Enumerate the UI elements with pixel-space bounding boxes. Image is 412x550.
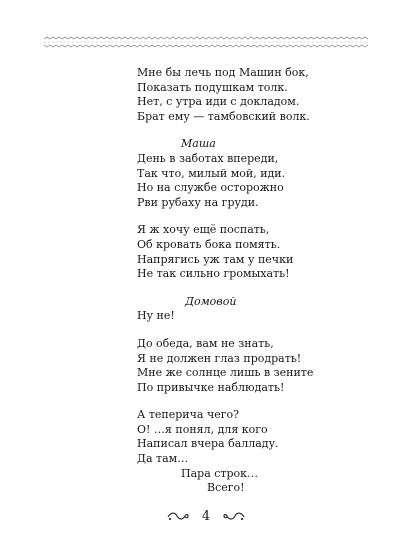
poem-line: Не так сильно громыхать! [137,267,290,281]
poem-line: Я ж хочу ещё поспать, [137,223,270,237]
poem-line: Всего! [207,481,245,495]
stanza-4 [137,309,377,324]
poem-line: Ну не! [137,309,175,323]
speaker-name-masha: Маша [181,137,216,151]
poem-line: Да там… [137,452,189,466]
page-footer [0,506,412,526]
stanza-2 [137,152,377,210]
poem-line: Так что, милый мой, иди. [137,166,286,180]
poem-line: Рви рубаху на груди. [137,195,259,209]
poem-text [137,66,377,496]
poem-line: А теперича чего? [137,408,240,422]
flourish-right-icon [223,507,245,526]
poem-line: Пара строк… [181,466,259,480]
zigzag-border-icon [44,36,368,48]
poem-line: До обеда, вам не знать, [137,336,274,350]
poem-line: О! …я понял, для кого [137,422,268,436]
speaker-name-domovoy: Домовой [185,294,237,308]
poem-line: Напрягись уж там у печки [137,252,294,266]
poem-line: По привычке наблюдать! [137,380,285,394]
poem-line: Написал вчера балладу. [137,437,279,451]
poem-line: День в заботах впереди, [137,151,279,165]
poem-line: Об кровать бока помять. [137,237,281,251]
poem-line: Но на службе осторожно [137,181,284,195]
flourish-left-icon [167,507,189,526]
stanza-5 [137,337,377,395]
poem-line: Показать подушкам толк. [137,80,288,94]
decorative-top-border [44,36,368,48]
poem-line: Брат ему — тамбовский волк. [137,109,310,123]
stanza-6 [137,408,377,496]
page-number: 4 [201,509,211,524]
stanza-1 [137,66,377,124]
stanza-3 [137,223,377,281]
poem-line: Мне же солнце лишь в зените [137,366,314,380]
poem-line: Я не должен глаз продрать! [137,351,302,365]
poem-line: Нет, с утра иди с докладом. [137,95,300,109]
poem-line: Мне бы лечь под Машин бок, [137,66,309,79]
